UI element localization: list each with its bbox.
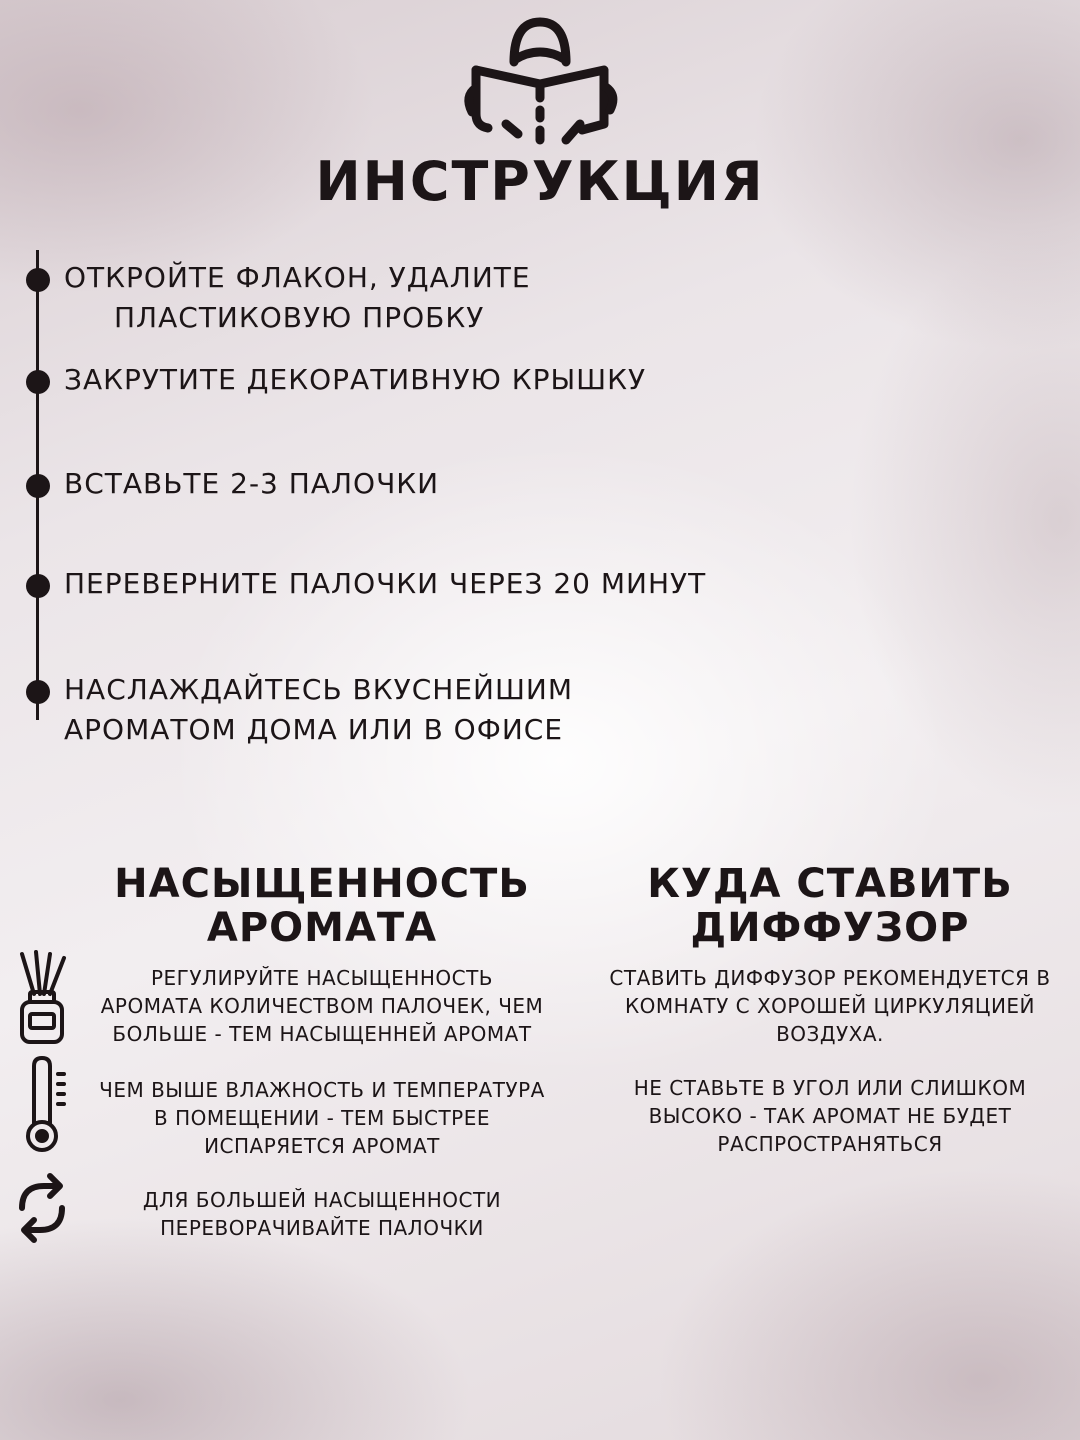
- tip-line: ВОЗДУХА.: [776, 1022, 884, 1046]
- tip-line: ДЛЯ БОЛЬШЕЙ НАСЫЩЕННОСТИ: [142, 1188, 502, 1212]
- step-bullet: [26, 268, 50, 292]
- intensity-title: [100, 862, 544, 950]
- intensity-title-line-1: НАСЫЩЕННОСТЬ: [114, 861, 530, 907]
- placement-tip-1: [580, 964, 1080, 1048]
- page-title: ИНСТРУКЦИЯ: [315, 150, 765, 213]
- tip-line: ЧЕМ ВЫШЕ ВЛАЖНОСТЬ И ТЕМПЕРАТУРА: [99, 1078, 545, 1102]
- step-3: [64, 464, 439, 504]
- step-1-line-1: ОТКРОЙТЕ ФЛАКОН, УДАЛИТЕ: [64, 261, 531, 294]
- thermometer-icon: [14, 1054, 70, 1154]
- tip-line: РАСПРОСТРАНЯТЬСЯ: [717, 1132, 943, 1156]
- step-bullet: [26, 370, 50, 394]
- step-4-line-1: ПЕРЕВЕРНИТЕ ПАЛОЧКИ ЧЕРЕЗ 20 МИНУТ: [64, 567, 707, 600]
- reed-diffuser-icon: [14, 950, 70, 1046]
- step-bullet: [26, 574, 50, 598]
- placement-tip-2: [580, 1074, 1080, 1158]
- placement-title-line-2: ДИФФУЗОР: [690, 905, 970, 951]
- tip-line: КОМНАТУ С ХОРОШЕЙ ЦИРКУЛЯЦИЕЙ: [624, 994, 1036, 1018]
- tip-line: НЕ СТАВЬТЕ В УГОЛ ИЛИ СЛИШКОМ: [633, 1076, 1027, 1100]
- tip-line: РЕГУЛИРУЙТЕ НАСЫЩЕННОСТЬ: [150, 966, 494, 990]
- flip-arrows-icon: [14, 1172, 70, 1244]
- tip-line: БОЛЬШЕ - ТЕМ НАСЫЩЕННЕЙ АРОМАТ: [112, 1022, 532, 1046]
- tip-line: ПЕРЕВОРАЧИВАЙТЕ ПАЛОЧКИ: [160, 1216, 484, 1240]
- step-5-line-1: НАСЛАЖДАЙТЕСЬ ВКУСНЕЙШИМ: [64, 673, 573, 706]
- placement-title-line-1: КУДА СТАВИТЬ: [647, 861, 1013, 907]
- step-5-line-2: АРОМАТОМ ДОМА ИЛИ В ОФИСЕ: [64, 713, 564, 746]
- reading-person-icon: [462, 14, 618, 162]
- step-bullet: [26, 680, 50, 704]
- tip-line: ИСПАРЯЕТСЯ АРОМАТ: [204, 1134, 440, 1158]
- step-5: [64, 670, 573, 750]
- intensity-tip-1: [80, 964, 564, 1048]
- step-1-line-2: ПЛАСТИКОВУЮ ПРОБКУ: [114, 301, 485, 334]
- step-1: [64, 258, 531, 338]
- tip-line: В ПОМЕЩЕНИИ - ТЕМ БЫСТРЕЕ: [153, 1106, 490, 1130]
- step-4: [64, 564, 706, 604]
- step-2-line-1: ЗАКРУТИТЕ ДЕКОРАТИВНУЮ КРЫШКУ: [64, 363, 647, 396]
- tip-line: АРОМАТА КОЛИЧЕСТВОМ ПАЛОЧЕК, ЧЕМ: [100, 994, 544, 1018]
- step-3-line-1: ВСТАВЬТЕ 2-3 ПАЛОЧКИ: [64, 467, 440, 500]
- tip-line: СТАВИТЬ ДИФФУЗОР РЕКОМЕНДУЕТСЯ В: [609, 966, 1051, 990]
- intensity-tip-3: [80, 1186, 564, 1242]
- step-2: [64, 360, 646, 400]
- placement-title: [600, 862, 1060, 950]
- tip-line: ВЫСОКО - ТАК АРОМАТ НЕ БУДЕТ: [648, 1104, 1012, 1128]
- step-bullet: [26, 474, 50, 498]
- intensity-tip-2: [80, 1076, 564, 1160]
- intensity-title-line-2: АРОМАТА: [206, 905, 438, 951]
